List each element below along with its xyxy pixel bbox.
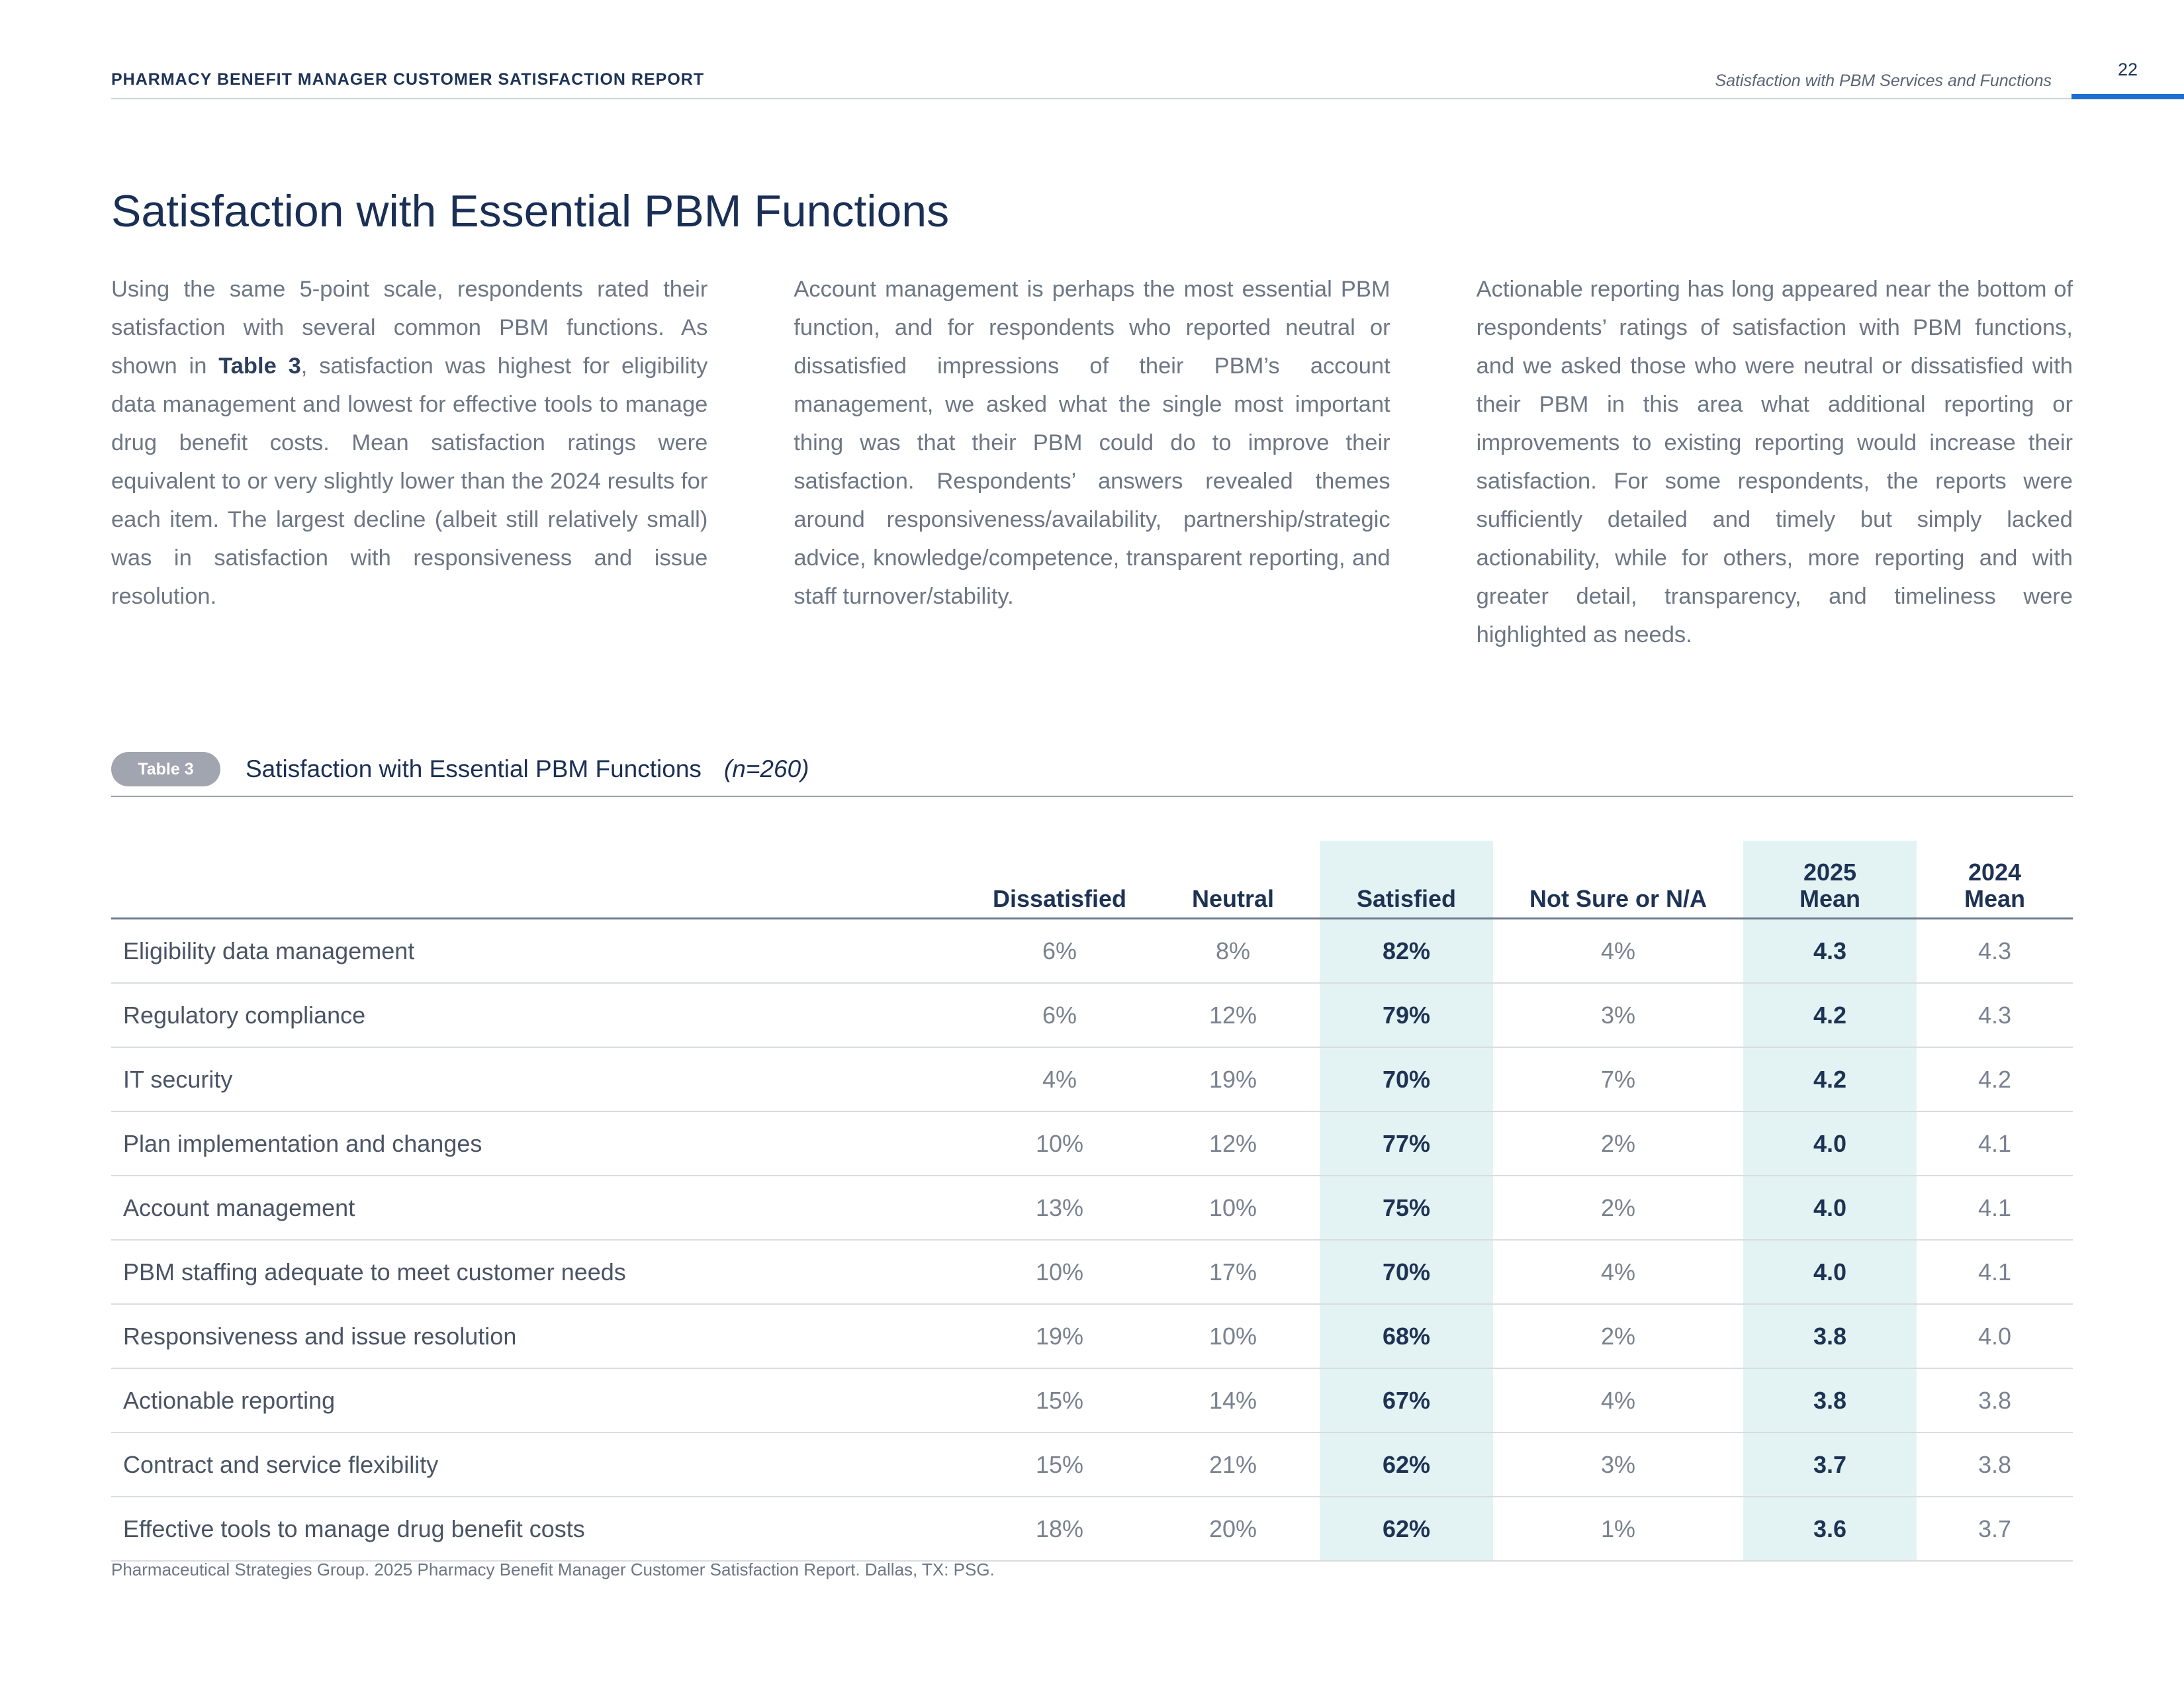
row-label: Effective tools to manage drug benefit costs — [111, 1497, 973, 1561]
cell-not-sure: 4% — [1493, 1240, 1743, 1304]
cell-2024-mean: 3.8 — [1917, 1368, 2073, 1432]
cell-neutral: 21% — [1146, 1432, 1320, 1497]
table-header-row — [111, 841, 2073, 919]
cell-2025-mean: 3.8 — [1743, 1368, 1917, 1432]
table-sample-size: (n=260) — [723, 755, 809, 782]
intro-column-2: Account management is perhaps the most essential PBM function, and for respondents who reported neutral or dissatisfied impressions of their PBM’s account management, we asked what the single most important thing was that their PBM could do to improve their satisfaction. Respondents’ answers revealed themes around responsiveness/availability, partnership/strategic advice, knowledge/competence, transparent reporting, and staff turnover/stability. — [794, 277, 1390, 609]
row-label: Regulatory compliance — [111, 983, 973, 1047]
cell-2024-mean: 4.1 — [1917, 1176, 2073, 1240]
cell-2025-mean: 4.2 — [1743, 983, 1917, 1047]
cell-dissatisfied: 10% — [973, 1111, 1146, 1176]
cell-neutral: 20% — [1146, 1497, 1320, 1561]
cell-2024-mean: 4.2 — [1917, 1047, 2073, 1111]
cell-satisfied: 62% — [1320, 1432, 1493, 1497]
cell-not-sure: 2% — [1493, 1304, 1743, 1368]
table-row — [111, 1176, 2073, 1240]
table-row — [111, 1047, 2073, 1111]
cell-2025-mean: 4.0 — [1743, 1111, 1917, 1176]
cell-2025-mean: 3.6 — [1743, 1497, 1917, 1561]
cell-dissatisfied: 4% — [973, 1047, 1146, 1111]
cell-not-sure: 3% — [1493, 1432, 1743, 1497]
cell-satisfied: 82% — [1320, 919, 1493, 984]
cell-2025-mean: 4.2 — [1743, 1047, 1917, 1111]
cell-satisfied: 77% — [1320, 1111, 1493, 1176]
cell-satisfied: 70% — [1320, 1240, 1493, 1304]
header-divider — [111, 98, 2071, 99]
cell-not-sure: 4% — [1493, 1368, 1743, 1432]
header-2025-mean — [1743, 841, 1917, 919]
cell-satisfied: 62% — [1320, 1497, 1493, 1561]
header-2024-mean-label: Mean — [1964, 885, 2026, 912]
header-neutral: Neutral — [1146, 841, 1320, 919]
table-reference: Table 3 — [218, 353, 301, 379]
cell-2024-mean: 4.0 — [1917, 1304, 2073, 1368]
row-label: Actionable reporting — [111, 1368, 973, 1432]
page-title: Satisfaction with Essential PBM Functions — [111, 186, 950, 236]
table-row — [111, 1368, 2073, 1432]
cell-2024-mean: 3.8 — [1917, 1432, 2073, 1497]
intro-column-3: Actionable reporting has long appeared near the bottom of respondents’ ratings of satisfaction with PBM functions, and we asked those who were neutral or dissatisfied with their PBM in this area what additional reporting or improvements to existing reporting would increase their satisfaction. For some respondents, the reports were sufficiently detailed and timely but simply lacked actionability, while for others, more reporting and with greater detail, transparency, and timeliness were highlighted as needs. — [1476, 277, 2073, 647]
cell-2024-mean: 4.1 — [1917, 1240, 2073, 1304]
header-satisfied: Satisfied — [1320, 841, 1493, 919]
cell-dissatisfied: 6% — [973, 983, 1146, 1047]
intro-column-1-text-b: , satisfaction was highest for eligibility data management and lowest for effective tools to manage drug benefit costs. Mean satisfaction ratings were equivalent to or very slightly lower than the 2024 results for each item. The largest decline (albeit still relatively small) was in satisfaction with responsiveness and issue resolution. — [111, 353, 708, 609]
cell-2024-mean: 3.7 — [1917, 1497, 2073, 1561]
table-row — [111, 983, 2073, 1047]
cell-2024-mean: 4.3 — [1917, 983, 2073, 1047]
cell-not-sure: 2% — [1493, 1111, 1743, 1176]
cell-dissatisfied: 6% — [973, 919, 1146, 984]
header-2025-mean-label: Mean — [1799, 885, 1861, 912]
cell-neutral: 8% — [1146, 919, 1320, 984]
cell-neutral: 10% — [1146, 1304, 1320, 1368]
table-row — [111, 1240, 2073, 1304]
cell-not-sure: 1% — [1493, 1497, 1743, 1561]
cell-dissatisfied: 19% — [973, 1304, 1146, 1368]
header-2024-year: 2024 — [1968, 859, 2022, 886]
row-label: Plan implementation and changes — [111, 1111, 973, 1176]
row-label: IT security — [111, 1047, 973, 1111]
cell-dissatisfied: 15% — [973, 1432, 1146, 1497]
header-2025-year: 2025 — [1803, 859, 1857, 886]
table-row — [111, 1497, 2073, 1561]
table-row — [111, 1111, 2073, 1176]
table-row — [111, 1304, 2073, 1368]
cell-neutral: 10% — [1146, 1176, 1320, 1240]
cell-2024-mean: 4.3 — [1917, 919, 2073, 984]
section-label: Satisfaction with PBM Services and Functions — [1715, 71, 2052, 90]
cell-2025-mean: 4.3 — [1743, 919, 1917, 984]
cell-satisfied: 68% — [1320, 1304, 1493, 1368]
cell-not-sure: 7% — [1493, 1047, 1743, 1111]
cell-neutral: 12% — [1146, 983, 1320, 1047]
table-title: Satisfaction with Essential PBM Functions — [246, 755, 702, 782]
header-dissatisfied: Dissatisfied — [973, 841, 1146, 919]
cell-dissatisfied: 10% — [973, 1240, 1146, 1304]
header-accent-bar — [2071, 94, 2184, 99]
cell-satisfied: 70% — [1320, 1047, 1493, 1111]
cell-neutral: 12% — [1146, 1111, 1320, 1176]
header-2024-mean — [1917, 841, 2073, 919]
table-row — [111, 1432, 2073, 1497]
cell-2025-mean: 4.0 — [1743, 1176, 1917, 1240]
cell-2025-mean: 3.7 — [1743, 1432, 1917, 1497]
cell-satisfied: 79% — [1320, 983, 1493, 1047]
cell-not-sure: 4% — [1493, 919, 1743, 984]
cell-not-sure: 3% — [1493, 983, 1743, 1047]
cell-dissatisfied: 15% — [973, 1368, 1146, 1432]
source-footnote: Pharmaceutical Strategies Group. 2025 Pharmacy Benefit Manager Customer Satisfaction Report. Dallas, TX: PSG. — [111, 1560, 995, 1579]
cell-neutral: 17% — [1146, 1240, 1320, 1304]
running-title: PHARMACY BENEFIT MANAGER CUSTOMER SATISFACTION REPORT — [111, 70, 705, 89]
cell-neutral: 14% — [1146, 1368, 1320, 1432]
intro-column-1-text-a: Using the same 5-point scale, respondents rated their satisfaction with several common PBM functions. As shown in — [111, 277, 708, 379]
row-label: PBM staffing adequate to meet customer needs — [111, 1240, 973, 1304]
satisfaction-table — [111, 841, 2073, 1562]
page-number: 22 — [2118, 60, 2138, 79]
cell-2024-mean: 4.1 — [1917, 1111, 2073, 1176]
table-caption — [111, 752, 809, 786]
header-blank — [111, 841, 973, 919]
cell-not-sure: 2% — [1493, 1176, 1743, 1240]
table-row — [111, 919, 2073, 984]
intro-column-1 — [111, 270, 707, 654]
row-label: Contract and service flexibility — [111, 1432, 973, 1497]
row-label: Account management — [111, 1176, 973, 1240]
cell-2025-mean: 3.8 — [1743, 1304, 1917, 1368]
row-label: Responsiveness and issue resolution — [111, 1304, 973, 1368]
caption-divider — [111, 796, 2073, 797]
intro-columns — [111, 270, 2073, 654]
cell-satisfied: 67% — [1320, 1368, 1493, 1432]
table-badge: Table 3 — [111, 752, 220, 786]
header-not-sure: Not Sure or N/A — [1493, 841, 1743, 919]
cell-2025-mean: 4.0 — [1743, 1240, 1917, 1304]
cell-neutral: 19% — [1146, 1047, 1320, 1111]
row-label: Eligibility data management — [111, 919, 973, 984]
cell-dissatisfied: 13% — [973, 1176, 1146, 1240]
cell-dissatisfied: 18% — [973, 1497, 1146, 1561]
cell-satisfied: 75% — [1320, 1176, 1493, 1240]
